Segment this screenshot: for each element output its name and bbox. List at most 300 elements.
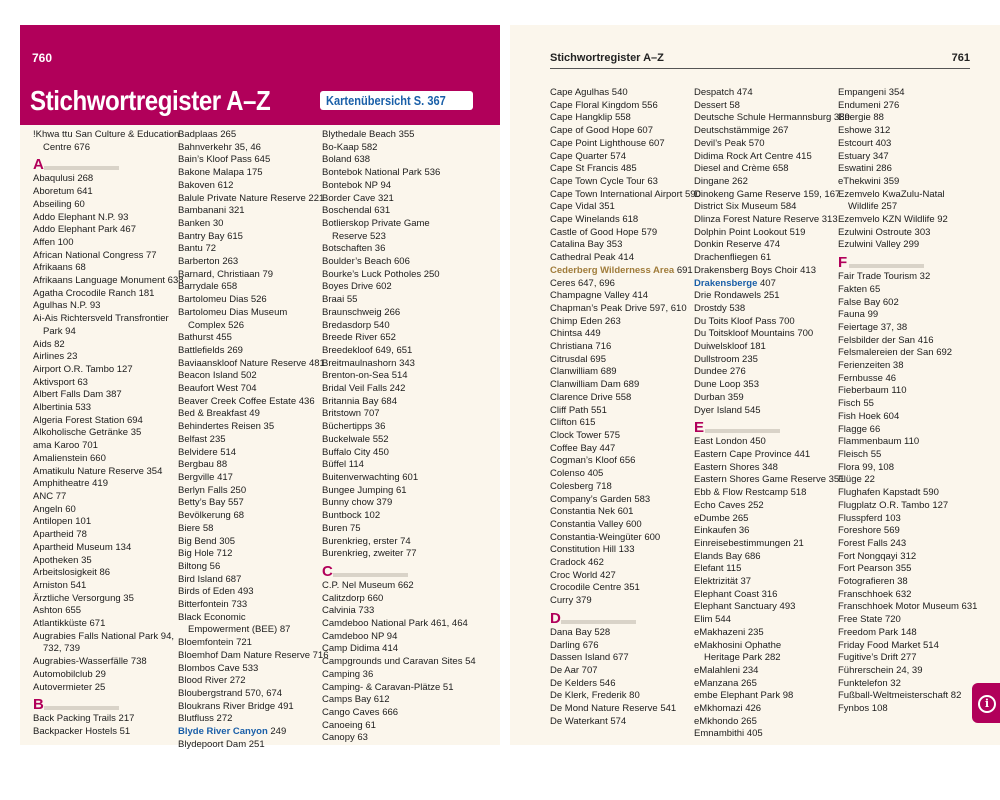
index-entry <box>33 300 171 313</box>
index-entry-term: Autovermieter 25 <box>33 681 106 693</box>
index-entry-term: Atlantikküste 671 <box>33 618 106 630</box>
index-entry <box>178 256 316 269</box>
index-entry-term: Flammenbaum 110 <box>838 436 920 448</box>
index-entry <box>33 618 171 631</box>
section-divider <box>44 706 119 710</box>
index-entry <box>33 250 171 263</box>
index-entry-term: Colenso 405 <box>550 468 604 480</box>
index-entry-term: Buitenverwachting 601 <box>322 471 419 483</box>
index-entry-term: Dundee 276 <box>694 366 746 378</box>
index-entry-term: eMakhosini Ophathe <box>694 639 782 651</box>
index-entry <box>322 523 462 536</box>
index-entry <box>178 129 316 142</box>
index-entry <box>322 358 462 371</box>
index-entry <box>694 278 834 291</box>
index-entry <box>322 605 462 618</box>
index-entry <box>838 589 968 602</box>
index-entry-term: Bunny chow 379 <box>322 497 393 509</box>
index-entry-term: Battlefields 269 <box>178 344 243 356</box>
index-entry <box>838 284 968 297</box>
index-entry <box>550 716 690 729</box>
index-entry <box>33 605 171 618</box>
index-entry-term: Affen 100 <box>33 236 74 248</box>
index-entry-term: Blutfluss 272 <box>178 713 233 725</box>
index-entry-term: Darling 676 <box>550 639 599 651</box>
index-entry-term: Dyer Island 545 <box>694 404 761 416</box>
index-entry <box>838 87 968 100</box>
index-entry <box>838 563 968 576</box>
index-entry-term: Clarence Drive 558 <box>550 391 632 403</box>
index-entry-term: Empangeni 354 <box>838 87 905 98</box>
index-entry <box>694 341 834 354</box>
index-entry-term: Dana Bay 528 <box>550 626 611 638</box>
index-entry <box>178 294 316 307</box>
index-entry-term: Eastern Shores Game Reserve 351 <box>694 474 845 486</box>
index-entry-term: Fish Hoek 604 <box>838 410 900 422</box>
index-entry-term: Dolphin Point Lookout 519 <box>694 226 806 238</box>
index-entry-term: Bo-Kaap 582 <box>322 141 378 153</box>
index-entry-term: Amphitheatre 419 <box>33 478 108 490</box>
index-entry-term: Elephant Sanctuary 493 <box>694 601 796 613</box>
index-entry-term: Cathedral Peak 414 <box>550 252 634 264</box>
index-entry <box>838 436 968 449</box>
index-entry-term: Complex 526 <box>188 319 244 331</box>
header-band <box>20 25 500 125</box>
index-entry <box>33 224 171 237</box>
index-entry <box>694 100 834 113</box>
index-entry-term: Elephant Coast 316 <box>694 588 778 600</box>
index-entry-term: Clanwilliam 689 <box>550 366 617 378</box>
index-entry-term: Forest Falls 243 <box>838 537 907 549</box>
index-entry-term: De Kelders 546 <box>550 677 616 689</box>
index-entry-term: Camp Didima 414 <box>322 643 399 655</box>
index-entry-term: Camdeboo NP 94 <box>322 630 398 642</box>
index-entry-term: Flora 99, 108 <box>838 461 894 473</box>
index-entry-term: Endumeni 276 <box>838 99 900 111</box>
index-entry <box>178 701 316 714</box>
index-entry <box>550 87 690 100</box>
index-entry <box>550 665 690 678</box>
index-entry-term: Cape Floral Kingdom 556 <box>550 99 658 111</box>
index-entry-term: Banken 30 <box>178 217 224 229</box>
index-entry-term: De Waterkant 574 <box>550 715 627 727</box>
index-entry <box>838 551 968 564</box>
index-entry <box>694 449 834 462</box>
index-entry <box>694 379 834 392</box>
index-entry <box>178 167 316 180</box>
index-entry-term: Drostdy 538 <box>694 302 746 314</box>
index-entry <box>694 328 834 341</box>
index-entry <box>550 392 690 405</box>
index-entry-term: Augrabies-Wasserfälle 738 <box>33 656 147 668</box>
index-entry <box>33 453 171 466</box>
index-entry <box>838 601 978 614</box>
section-letter <box>33 698 171 712</box>
index-entry <box>322 243 462 256</box>
index-entry-term: Boland 638 <box>322 154 371 166</box>
index-entry-term: Algeria Forest Station 694 <box>33 414 143 426</box>
index-entry <box>550 252 690 265</box>
index-entry <box>178 637 316 650</box>
index-entry <box>694 176 834 189</box>
index-entry <box>838 138 968 151</box>
index-entry-term: Elim 544 <box>694 614 731 626</box>
index-entry-term: Bitterfontein 733 <box>178 599 248 611</box>
index-entry-term: Donkin Reserve 474 <box>694 239 781 251</box>
index-entry <box>322 720 462 733</box>
index-entry-term: Camping 36 <box>322 668 374 680</box>
index-entry <box>178 599 316 612</box>
index-entry-term: Chintsa 449 <box>550 328 601 340</box>
index-entry-term: Dlinza Forest Nature Reserve 313 <box>694 214 838 226</box>
index-entry-term: Flusspferd 103 <box>838 512 901 524</box>
index-entry-term: Apartheid 78 <box>33 529 87 541</box>
index-entry <box>838 271 968 284</box>
index-entry-term: Afrikaans 68 <box>33 262 86 274</box>
index-entry-term: Fynbos 108 <box>838 703 888 715</box>
index-entry-term: Christiana 716 <box>550 341 612 353</box>
index-entry-term: Bathurst 455 <box>178 332 232 344</box>
index-entry-term: Addo Elephant Park 467 <box>33 224 136 236</box>
index-entry-term: Cape of Good Hope 607 <box>550 125 653 137</box>
index-entry <box>694 201 834 214</box>
index-entry <box>838 373 968 386</box>
index-entry <box>33 129 180 142</box>
index-entry-term: East London 450 <box>694 436 766 448</box>
index-entry-term: Border Cave 321 <box>322 192 394 204</box>
index-entry <box>550 690 690 703</box>
index-entry <box>178 180 316 193</box>
section-divider <box>333 573 408 577</box>
index-entry <box>838 309 968 322</box>
index-entry <box>33 313 171 326</box>
index-entry-term: Devil’s Peak 570 <box>694 137 765 149</box>
index-entry <box>322 180 462 193</box>
index-entry <box>178 574 316 587</box>
index-entry <box>550 557 690 570</box>
index-entry <box>838 239 968 252</box>
index-entry <box>33 427 171 440</box>
index-entry <box>694 163 834 176</box>
index-entry-term: Flagge 66 <box>838 423 881 435</box>
index-entry-term: eMakhazeni 235 <box>694 626 764 638</box>
index-entry-term: Canoeing 61 <box>322 719 376 731</box>
index-entry <box>322 618 468 631</box>
index-entry-term: Reserve 523 <box>332 230 386 242</box>
index-entry <box>838 100 968 113</box>
index-entry <box>322 485 462 498</box>
index-entry-term: embe Elephant Park 98 <box>694 690 794 702</box>
index-entry <box>322 256 462 269</box>
index-entry-term: Clanwilliam Dam 689 <box>550 379 640 391</box>
index-entry <box>33 237 171 250</box>
section-divider <box>561 620 636 624</box>
index-entry-term: Eswatini 286 <box>838 163 892 175</box>
index-entry <box>322 294 462 307</box>
index-entry-term: Ceres 647, 696 <box>550 277 615 289</box>
index-entry <box>694 487 834 500</box>
index-entry-term: Blythedale Beach 355 <box>322 129 415 140</box>
index-entry <box>178 269 316 282</box>
index-entry <box>33 682 171 695</box>
index-entry <box>550 112 690 125</box>
index-entry-term: Blombos Cave 533 <box>178 662 259 674</box>
index-entry <box>322 669 462 682</box>
index-entry-term: Beaver Creek Coffee Estate 436 <box>178 395 315 407</box>
index-entry <box>838 360 968 373</box>
index-entry-term: Cango Caves 666 <box>322 706 399 718</box>
index-entry-term: Cape St Francis 485 <box>550 163 637 175</box>
index-entry-term: Ezulwini Valley 299 <box>838 239 920 251</box>
index-entry-term: Cape Point Lighthouse 607 <box>550 137 665 149</box>
index-entry <box>694 392 834 405</box>
index-entry <box>178 663 316 676</box>
index-entry-term: De Mond Nature Reserve 541 <box>550 703 677 715</box>
index-entry-term: Dingane 262 <box>694 175 748 187</box>
index-entry-term: Durban 359 <box>694 391 744 403</box>
index-entry <box>322 643 462 656</box>
index-entry <box>178 459 316 472</box>
index-entry-term: Fakten 65 <box>838 283 881 295</box>
index-entry-term: Agulhas N.P. 93 <box>33 300 101 312</box>
index-entry <box>838 474 968 487</box>
index-entry <box>178 739 316 752</box>
map-overview-badge[interactable] <box>320 91 473 110</box>
index-entry-term: Wildlife 257 <box>848 201 898 213</box>
index-entry-term: Bourke’s Luck Potholes 250 <box>322 268 440 280</box>
index-entry-term: Deutschstämmige 267 <box>694 125 789 137</box>
index-entry-term: Energie 88 <box>838 112 884 124</box>
index-entry-term: Centre 676 <box>43 141 91 153</box>
index-entry-term: Blood River 272 <box>178 675 246 687</box>
index-entry <box>33 389 171 402</box>
index-entry <box>322 536 462 549</box>
index-entry-term: Brenton-on-Sea 514 <box>322 370 408 382</box>
index-entry-term: Duiwelskloof 181 <box>694 341 766 353</box>
index-entry-term: Alkoholische Getränke 35 <box>33 427 142 439</box>
index-entry-term: Constantia Valley 600 <box>550 518 642 530</box>
index-entry-term: Bird Island 687 <box>178 573 242 585</box>
index-entry-term: Bontebok NP 94 <box>322 179 392 191</box>
index-entry <box>178 536 316 549</box>
index-entry-term: Clifton 615 <box>550 417 596 429</box>
index-entry-term: Breede River 652 <box>322 332 396 344</box>
index-entry <box>550 341 690 354</box>
index-entry-term: Birds of Eden 493 <box>178 586 254 598</box>
index-entry-term: Antilopen 101 <box>33 516 92 528</box>
index-entry <box>694 538 834 551</box>
index-entry-term: Cradock 462 <box>550 557 604 569</box>
index-entry-term: Barnard, Christiaan 79 <box>178 268 274 280</box>
index-entry-term: Dullstroom 235 <box>694 353 758 365</box>
index-entry-term: Funktelefon 32 <box>838 677 901 689</box>
section-letter-label: D <box>550 609 561 627</box>
index-column-5 <box>694 87 850 741</box>
index-entry-term: Apartheid Museum 134 <box>33 541 132 553</box>
section-letter-label: C <box>322 562 333 580</box>
index-entry <box>550 354 690 367</box>
index-entry <box>694 474 845 487</box>
index-entry-term: Arbeitslosigkeit 86 <box>33 567 111 579</box>
index-entry <box>694 125 834 138</box>
index-entry <box>550 494 690 507</box>
index-entry <box>838 125 968 138</box>
index-entry-term: Bed & Breakfast 49 <box>178 408 260 420</box>
section-letter-label: A <box>33 156 44 174</box>
index-entry <box>322 510 462 523</box>
index-entry-term: Afrikaans Language Monument 638 <box>33 275 184 287</box>
index-entry <box>550 138 690 151</box>
index-entry <box>550 151 690 164</box>
section-letter-label: E <box>694 419 705 437</box>
index-entry <box>694 601 834 614</box>
index-entry-term: Fleisch 55 <box>838 448 882 460</box>
index-entry-term: Friday Food Market 514 <box>838 639 939 651</box>
index-entry-term: Constantia Nek 601 <box>550 506 634 518</box>
index-entry <box>33 262 171 275</box>
index-entry <box>178 561 316 574</box>
index-entry-term: Agatha Crocodile Ranch 181 <box>33 287 155 299</box>
index-entry <box>33 440 171 453</box>
index-entry <box>322 142 462 155</box>
index-entry-term: Ärztliche Versorgung 35 <box>33 592 134 604</box>
index-column-1 <box>33 129 184 739</box>
index-entry <box>838 449 968 462</box>
index-entry <box>178 548 316 561</box>
index-entry-term: eMkhomazi 426 <box>694 703 762 715</box>
index-entry <box>322 631 462 644</box>
index-entry <box>838 640 968 653</box>
index-entry <box>33 173 171 186</box>
index-entry <box>550 176 690 189</box>
index-entry <box>33 326 171 339</box>
index-entry <box>178 675 316 688</box>
index-entry <box>178 243 316 256</box>
index-entry <box>838 576 968 589</box>
index-entry-term: Fisch 55 <box>838 398 874 410</box>
index-entry <box>322 593 462 606</box>
index-entry <box>178 434 316 447</box>
index-entry <box>33 656 171 669</box>
index-entry-term: Bergbau 88 <box>178 459 228 471</box>
index-entry <box>178 142 316 155</box>
index-entry-term: 732, 739 <box>43 643 80 655</box>
index-entry <box>694 716 834 729</box>
index-entry <box>550 532 690 545</box>
index-entry <box>322 269 462 282</box>
index-entry <box>838 151 968 164</box>
index-entry-term: Bredasdorp 540 <box>322 319 390 331</box>
index-entry-term: Blyde River Canyon <box>178 726 268 738</box>
index-entry <box>550 405 690 418</box>
index-entry-term: Chimp Eden 263 <box>550 315 621 327</box>
index-entry <box>694 576 834 589</box>
index-entry <box>178 192 325 206</box>
index-entry <box>838 665 968 678</box>
index-entry <box>694 678 834 691</box>
index-entry <box>178 320 316 333</box>
index-entry <box>322 345 462 358</box>
index-entry-term: Braai 55 <box>322 294 358 306</box>
section-divider <box>849 264 924 268</box>
index-entry <box>694 112 850 125</box>
index-entry <box>838 163 968 176</box>
index-entry <box>33 402 171 415</box>
index-entry <box>550 201 690 214</box>
index-entry <box>322 656 476 669</box>
index-entry <box>178 357 325 371</box>
index-entry-term: Flüge 22 <box>838 474 875 486</box>
map-overview-label: Kartenübersicht S. 367 <box>326 93 446 108</box>
index-entry <box>322 408 462 421</box>
index-entry <box>178 281 316 294</box>
section-letter <box>550 609 690 627</box>
index-entry-page: 407 <box>760 277 776 289</box>
index-entry <box>178 345 316 358</box>
index-entry-term: Barrydale 658 <box>178 281 238 293</box>
index-entry-term: Einkaufen 36 <box>694 525 750 537</box>
index-entry <box>33 275 184 288</box>
index-entry <box>694 551 834 564</box>
index-entry <box>550 627 690 640</box>
index-entry-term: Betty’s Bay 557 <box>178 497 244 509</box>
index-entry-term: Bloemfontein 721 <box>178 637 252 649</box>
index-entry <box>838 487 968 500</box>
index-entry-term: Backpacker Hostels 51 <box>33 725 131 737</box>
index-entry-term: Dessert 58 <box>694 99 740 111</box>
index-entry <box>178 383 316 396</box>
index-entry-term: Deutsche Schule Hermannsburg 389 <box>694 112 850 124</box>
index-entry <box>33 351 171 364</box>
index-entry <box>838 500 968 513</box>
index-entry <box>694 563 834 576</box>
index-entry-term: ANC 77 <box>33 490 67 502</box>
index-entry-term: False Bay 602 <box>838 296 899 308</box>
index-entry <box>178 649 329 663</box>
index-entry <box>550 163 690 176</box>
info-tab[interactable] <box>972 683 1000 723</box>
index-entry-term: Flugplatz O.R. Tambo 127 <box>838 499 949 511</box>
index-entry-term: Boschendal 631 <box>322 205 391 217</box>
index-entry-term: Badplaas 265 <box>178 129 237 140</box>
index-entry-term: Felsmalereien der San 692 <box>838 347 953 359</box>
index-entry <box>694 525 834 538</box>
index-entry-term: Barberton 263 <box>178 256 239 268</box>
index-column-4 <box>550 87 701 728</box>
index-entry <box>694 87 834 100</box>
index-entry <box>838 462 968 475</box>
index-entry-term: Einreisebestimmungen 21 <box>694 537 804 549</box>
index-entry <box>838 627 968 640</box>
index-entry <box>322 732 462 745</box>
index-entry-term: Aids 82 <box>33 338 65 350</box>
index-entry-term: Big Hole 712 <box>178 548 233 560</box>
index-entry-term: Fort Pearson 355 <box>838 563 912 575</box>
index-entry-term: Fauna 99 <box>838 309 879 321</box>
index-entry <box>322 447 462 460</box>
index-entry-term: eManzana 265 <box>694 677 757 689</box>
index-entry <box>694 303 834 316</box>
index-entry <box>550 316 690 329</box>
index-entry-term: Aboretum 641 <box>33 186 93 198</box>
index-entry-term: Cederberg Wilderness Area <box>550 264 675 276</box>
index-entry <box>322 707 462 720</box>
index-entry-term: Camdeboo National Park 461, 464 <box>322 618 468 630</box>
index-entry-term: Burenkrieg, erster 74 <box>322 535 411 547</box>
index-entry <box>550 366 690 379</box>
index-entry <box>838 652 968 665</box>
index-entry <box>322 320 462 333</box>
